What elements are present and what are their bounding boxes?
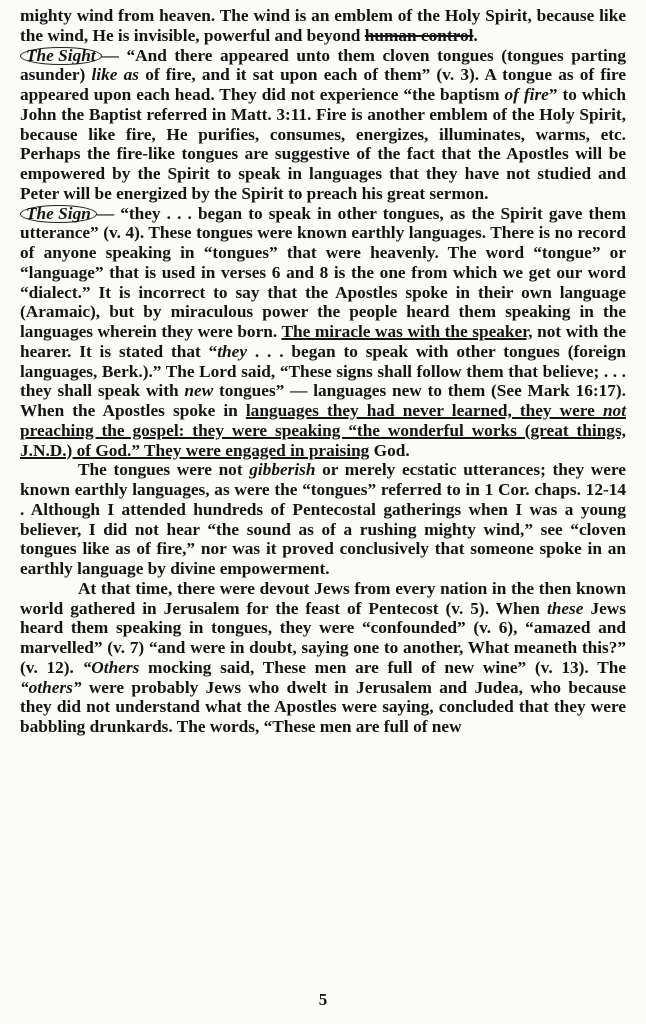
paragraph-p1 — [20, 6, 626, 46]
italic-text: of fire — [504, 85, 549, 104]
circled-heading: The Sight — [20, 47, 102, 65]
circled-heading: The Sign — [20, 205, 97, 223]
text-run: The tongues were not — [78, 460, 250, 480]
italic-text: gibberish — [249, 460, 316, 480]
struck-text: human control — [364, 25, 474, 45]
text-run: or merely ecstatic utterances; they were known earthly languages, as were the “tongues” referred to in 1 Cor. chaps. 12-14 . Although I attended hundreds of Pentecostal gatherings when I was a young believer, I did not hear “the sound as of a rushing mighty wind,” see “cloven tongues like as of fire,” nor was it proved conclusively that someone spoke in an earthly language by divine empowerment. — [20, 460, 626, 578]
underlined-text: preaching the gospel: they were speaking “the wonderful works (great things, J.N.D.) of God.” They were engaged in praising — [20, 420, 626, 460]
text-run: not with the hearer. It is stated that “ — [20, 322, 627, 361]
italic-text: new — [184, 381, 214, 401]
text-run: ” to which John the Baptist referred in Matt. 3:11. Fire is another emblem of the Holy Spirit, because like fire, He purifies, consumes, energizes, illuminates, warms, etc. Perhaps the fire-like tongues are suggestive of the fact that the Apostles will be empowered by the Spirit to speak in languages that they have not studied and Peter will be energized by the Spirit to preach his great sermon. — [20, 85, 626, 203]
underlined-text: The miracle was with the speaker, — [281, 322, 533, 341]
paragraph-p4 — [20, 460, 626, 579]
italic-text: these — [546, 598, 584, 618]
text-run: tongues” — languages new to them (See Mark 16:17). When the Apostles spoke in — [20, 381, 626, 420]
italic-text: “Others — [82, 657, 140, 677]
text-run: God. — [369, 440, 410, 460]
italic-text: like as — [91, 65, 139, 85]
italic-text: “others” — [20, 677, 82, 697]
underlined-italic-text: not — [602, 401, 626, 420]
underlined-text: languages they had never learned, they were — [245, 401, 603, 420]
text-run: Jews heard them speaking in tongues, they were “confounded” (v. 6), “amazed and marvelled” (v. 7) “and were in doubt, saying one to another, What meaneth this?” (v. 12). — [20, 598, 626, 677]
text-run: . . . began to speak with other tongues (foreign languages, Berk.).” The Lord said, “These signs shall follow them that believe; . . . they shall speak with — [20, 341, 626, 401]
paragraph-p5 — [20, 579, 626, 737]
text-run: were probably Jews who dwelt in Jerusalem and Judea, who because they did not understand what the Apostles were saying, concluded that they were babbling drunkards. The words, “These men are full of new — [20, 677, 626, 736]
text-run: mighty wind from heaven. The wind is an emblem of the Holy Spirit, because like the wind, He is invisible, powerful and beyond — [20, 6, 626, 45]
text-run: . — [473, 25, 478, 45]
paragraph-p2 — [20, 46, 626, 204]
paragraph-p3 — [20, 204, 626, 461]
page-number: 5 — [318, 990, 328, 1009]
text-run: mocking said, These men are full of new wine” (v. 13). The — [139, 657, 626, 677]
text-run: of fire, and it sat upon each of them” (v. 3). A tongue as of fire appeared upon each head. They did not experience “the baptism — [20, 65, 626, 104]
italic-text: they — [217, 341, 247, 361]
text-run: — “they . . . began to speak in other tongues, as the Spirit gave them utterance” (v. 4). These tongues were known earthly languages. There is no record of anyone speaking in “tongues” that were heavenly. The word “tongue” or “language” that is used in verses 6 and 8 is the one from which we get our word “dialect.” It is incorrect to say that the Apostles spoke in their own language (Aramaic), but by miraculous power the people heard them speaking in the languages wherein they were born. — [20, 203, 626, 341]
text-run: At that time, there were devout Jews from every nation in the then known world gathered in Jerusalem for the feast of Pentecost (v. 5). When — [20, 578, 626, 618]
body-text — [20, 6, 626, 737]
text-run: — “And there appeared unto them cloven tongues (tongues parting asunder) — [20, 45, 626, 85]
